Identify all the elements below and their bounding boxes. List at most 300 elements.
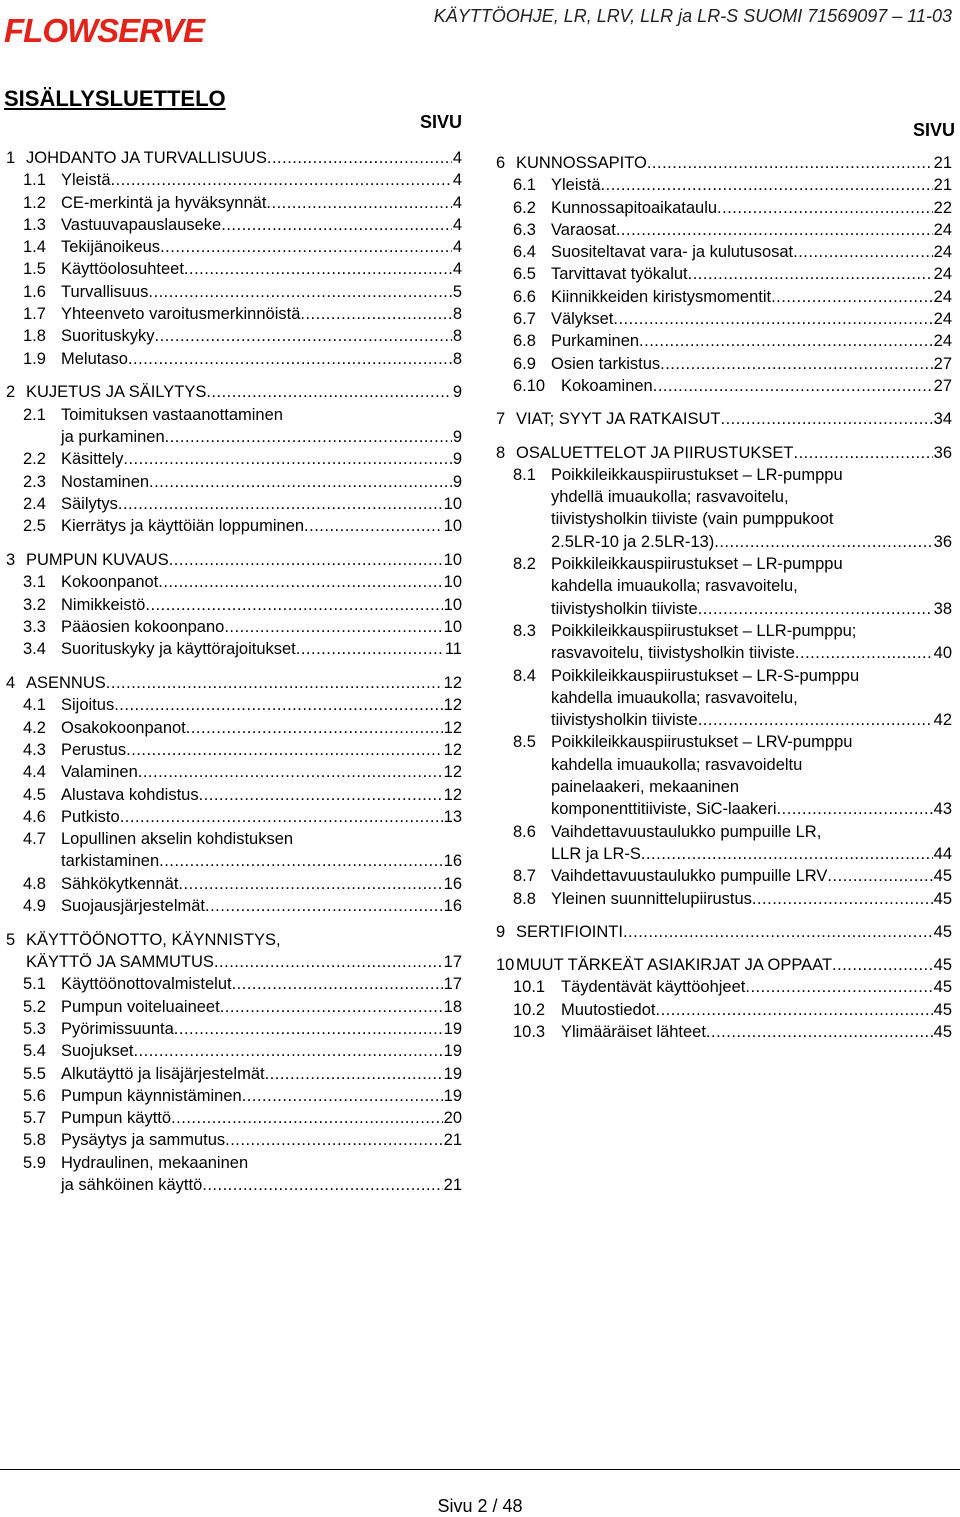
toc-entry-title: Suojausjärjestelmät <box>61 897 205 915</box>
toc-entry-number: 1.5 <box>23 260 46 279</box>
toc-section-entry[interactable] <box>6 147 462 169</box>
toc-leader-dots <box>169 549 443 571</box>
toc-leader-dots <box>639 330 933 352</box>
toc-leader-dots <box>698 709 933 731</box>
toc-subsection-entry[interactable] <box>6 1174 462 1196</box>
toc-subsection-entry[interactable] <box>496 197 952 219</box>
toc-entry-title: KÄYTTÖ JA SAMMUTUS <box>26 953 214 972</box>
toc-leader-dots <box>641 843 933 865</box>
toc-leader-dots <box>149 471 452 493</box>
toc-leader-dots <box>186 717 443 739</box>
toc-entry-title: Säilytys <box>61 494 118 513</box>
toc-entry-number: 1.9 <box>23 349 46 368</box>
toc-page-number: 9 <box>452 450 462 469</box>
toc-leader-dots <box>148 281 451 303</box>
toc-entry-number: 1.8 <box>23 327 46 346</box>
toc-page-number: 4 <box>452 238 462 257</box>
toc-leader-dots <box>623 921 933 943</box>
toc-entry-number: 8.5 <box>513 733 536 752</box>
toc-entry-title: Lopullinen akselin kohdistuksen <box>61 830 294 849</box>
toc-subsection-entry[interactable] <box>6 761 462 783</box>
flowserve-logo <box>4 6 205 49</box>
toc-gap <box>496 431 952 442</box>
toc-section-entry[interactable] <box>6 549 462 571</box>
toc-page-number: 10 <box>443 517 462 536</box>
toc-subsection-entry[interactable] <box>6 784 462 806</box>
toc-page-number: 17 <box>443 975 462 994</box>
toc-subsection-entry[interactable] <box>6 973 462 995</box>
toc-subsection-entry[interactable] <box>496 598 952 620</box>
toc-subsection-entry[interactable] <box>6 717 462 739</box>
toc-page-number: 19 <box>443 1064 462 1083</box>
toc-leader-dots <box>174 1018 443 1040</box>
toc-gap <box>6 538 462 550</box>
toc-subsection-entry[interactable] <box>6 1129 462 1151</box>
toc-entry-title: Yleinen suunnittelupiirustus <box>551 889 752 908</box>
toc-entry-title: Vaihdettavuustaulukko pumpuille LRV <box>551 867 828 886</box>
toc-entry-number: 5.8 <box>23 1131 46 1150</box>
toc-subsection-entry[interactable] <box>6 448 462 470</box>
toc-subsection-entry[interactable] <box>496 508 952 530</box>
toc-entry-number: 4.4 <box>23 763 46 782</box>
toc-page-number: 27 <box>933 376 952 395</box>
toc-leader-dots <box>827 865 932 887</box>
toc-leader-dots <box>232 973 443 995</box>
toc-page-number: 9 <box>452 472 462 491</box>
toc-entry-number: 1.7 <box>23 305 46 324</box>
toc-leader-dots <box>138 761 443 783</box>
toc-entry-title: MUUT TÄRKEÄT ASIAKIRJAT JA OPPAAT <box>516 956 833 975</box>
toc-subsection-entry[interactable] <box>6 281 462 303</box>
toc-entry-number: 3.3 <box>23 617 46 636</box>
toc-leader-dots <box>613 308 932 330</box>
toc-page-number: 40 <box>933 644 952 663</box>
toc-subsection-entry[interactable] <box>496 330 952 352</box>
toc-page-number: 10 <box>443 494 462 513</box>
toc-entry-number: 3.2 <box>23 595 46 614</box>
toc-subsection-entry[interactable] <box>6 873 462 895</box>
toc-entry-title: Poikkileikkauspiirustukset – LR-pumppu <box>551 555 843 574</box>
toc-entry-title: Turvallisuus <box>61 282 149 301</box>
toc-subsection-entry[interactable] <box>496 1021 952 1043</box>
toc-page-number: 24 <box>933 243 952 262</box>
toc-entry-number: 8.3 <box>513 621 536 640</box>
toc-page-number: 10 <box>443 617 462 636</box>
toc-subsection-entry[interactable] <box>496 575 952 597</box>
toc-subsection-entry[interactable] <box>6 850 462 872</box>
toc-section-entry[interactable] <box>6 672 462 694</box>
toc-entry-title: Melutaso <box>61 349 128 368</box>
toc-entry-title: Sijoitus <box>61 696 115 715</box>
toc-entry-title: Suorituskyky ja käyttörajoitukset <box>61 640 296 659</box>
toc-entry-title: Osien tarkistus <box>551 354 661 373</box>
toc-page-number: 17 <box>443 953 462 972</box>
toc-entry-number: 1.4 <box>23 238 46 257</box>
toc-section-entry[interactable] <box>6 951 462 973</box>
toc-entry-number: 6.5 <box>513 265 536 284</box>
toc-page-number: 38 <box>933 599 952 618</box>
toc-subsection-entry[interactable] <box>496 464 952 486</box>
toc-page-number: 8 <box>452 349 462 368</box>
toc-entry-title: Täydentävät käyttöohjeet <box>561 978 746 997</box>
toc-entry-title: Osakokoonpanot <box>61 718 186 737</box>
toc-entry-number: 1.1 <box>23 171 46 190</box>
toc-page-number: 45 <box>933 1000 952 1019</box>
toc-leader-dots <box>120 806 443 828</box>
page-column-label-right: SIVU <box>913 120 956 140</box>
toc-entry-number: 5.9 <box>23 1153 46 1172</box>
toc-subsection-entry[interactable] <box>6 996 462 1018</box>
toc-subsection-entry[interactable] <box>6 214 462 236</box>
toc-entry-title: Käsittely <box>61 450 124 469</box>
toc-subsection-entry[interactable] <box>6 571 462 593</box>
toc-leader-dots <box>158 571 442 593</box>
toc-entry-title: Tarvittavat työkalut <box>551 265 688 284</box>
toc-page-number: 10 <box>443 595 462 614</box>
toc-subsection-entry[interactable] <box>6 806 462 828</box>
toc-page-number: 43 <box>933 800 952 819</box>
toc-page-number: 12 <box>443 674 462 693</box>
toc-subsection-entry[interactable] <box>496 620 952 642</box>
toc-leader-dots <box>178 873 442 895</box>
toc-entry-title: tarkistaminen <box>61 852 160 871</box>
toc-entry-title: Vastuuvapauslauseke <box>61 215 222 234</box>
toc-subsection-entry[interactable] <box>496 976 952 998</box>
toc-subsection-entry[interactable] <box>496 553 952 575</box>
toc-subsection-entry[interactable] <box>6 1085 462 1107</box>
toc-entry-title: Poikkileikkauspiirustukset – LR-S-pumppu <box>551 666 860 685</box>
toc-subsection-entry[interactable] <box>496 754 952 776</box>
toc-leader-dots <box>165 426 452 448</box>
toc-entry-number: 1.6 <box>23 282 46 301</box>
toc-entry-number: 4.7 <box>23 830 46 849</box>
toc-leader-dots <box>265 1063 443 1085</box>
toc-subsection-entry[interactable] <box>6 1040 462 1062</box>
toc-page-number: 12 <box>443 718 462 737</box>
toc-page-number: 21 <box>443 1131 462 1150</box>
toc-entry-title: Pumpun käynnistäminen <box>61 1086 242 1105</box>
toc-subsection-entry[interactable] <box>6 426 462 448</box>
toc-entry-number: 5.7 <box>23 1109 46 1128</box>
toc-leader-dots <box>118 493 443 515</box>
toc-leader-dots <box>752 888 933 910</box>
toc-subsection-entry[interactable] <box>496 353 952 375</box>
toc-leader-dots <box>225 1129 443 1151</box>
toc-page-number: 13 <box>443 807 462 826</box>
toc-page-number: 9 <box>452 383 462 402</box>
toc-page-number: 21 <box>933 176 952 195</box>
toc-entry-number: 2 <box>6 383 16 402</box>
toc-page-number: 4 <box>452 193 462 212</box>
toc-section-entry[interactable] <box>496 921 952 943</box>
toc-entry-number: 3.1 <box>23 573 46 592</box>
toc-entry-number: 3.4 <box>23 640 46 659</box>
toc-page-number: 24 <box>933 265 952 284</box>
toc-subsection-entry[interactable] <box>6 348 462 370</box>
toc-entry-number: 5.6 <box>23 1086 46 1105</box>
toc-subsection-entry[interactable] <box>6 594 462 616</box>
toc-entry-number: 10.1 <box>513 978 546 997</box>
toc-entry-number: 5 <box>6 930 16 949</box>
toc-entry-number: 6.4 <box>513 243 536 262</box>
toc-entry-title: Yhteenveto varoitusmerkinnöistä <box>61 305 301 324</box>
toc-subsection-entry[interactable] <box>6 258 462 280</box>
toc-entry-title: Käyttöönottovalmistelut <box>61 975 232 994</box>
toc-leader-dots <box>653 375 933 397</box>
toc-subsection-entry[interactable] <box>6 694 462 716</box>
toc-section-entry[interactable] <box>6 381 462 403</box>
toc-entry-title: Hydraulinen, mekaaninen <box>61 1153 249 1172</box>
toc-subsection-entry[interactable] <box>496 375 952 397</box>
toc-entry-number: 2.1 <box>23 405 46 424</box>
toc-page-number: 10 <box>443 551 462 570</box>
toc-page-number: 10 <box>443 573 462 592</box>
toc-subsection-entry[interactable] <box>496 731 952 753</box>
toc-entry-number: 7 <box>496 410 506 429</box>
toc-leader-dots <box>133 1040 442 1062</box>
toc-leader-dots <box>793 241 933 263</box>
toc-subsection-entry[interactable] <box>6 325 462 347</box>
toc-list-right <box>496 152 952 1043</box>
page-number: Sivu 2 / 48 <box>437 1496 523 1516</box>
toc-subsection-entry[interactable] <box>6 828 462 850</box>
toc-leader-dots <box>123 448 451 470</box>
toc-subsection-entry[interactable] <box>496 219 952 241</box>
toc-entry-title: tiivistysholkin tiiviste <box>551 711 698 730</box>
toc-entry-number: 10.2 <box>513 1000 546 1019</box>
toc-leader-dots <box>601 174 933 196</box>
toc-page-number: 16 <box>443 897 462 915</box>
toc-section-entry[interactable] <box>496 152 952 174</box>
toc-entry-title: KUJETUS JA SÄILYTYS <box>26 383 207 402</box>
toc-entry-number: 8 <box>496 443 506 462</box>
toc-page-number: 24 <box>933 310 952 329</box>
toc-entry-number: 8.1 <box>513 465 536 484</box>
toc-subsection-entry[interactable] <box>6 739 462 761</box>
toc-gap <box>6 917 462 929</box>
toc-list-left <box>6 147 462 1196</box>
toc-entry-number: 6.8 <box>513 332 536 351</box>
toc-entry-title: Kokoonpanot <box>61 573 159 592</box>
toc-leader-dots <box>647 152 933 174</box>
toc-page-number: 18 <box>443 997 462 1016</box>
toc-page-number: 45 <box>933 922 952 941</box>
toc-entry-number: 8.4 <box>513 666 536 685</box>
toc-entry-number: 1 <box>6 149 16 167</box>
toc-subsection-entry[interactable] <box>496 888 952 910</box>
toc-page-number: 24 <box>933 332 952 351</box>
toc-right-column <box>496 152 952 1043</box>
toc-entry-number: 8.6 <box>513 822 536 841</box>
toc-page-number: 12 <box>443 696 462 715</box>
toc-entry-title: Kierrätys ja käyttöiän loppuminen <box>61 517 305 536</box>
toc-entry-number: 6.6 <box>513 287 536 306</box>
toc-entry-title: Alustava kohdistus <box>61 785 199 804</box>
toc-entry-title: Ylimääräiset lähteet <box>561 1022 706 1041</box>
toc-entry-number: 9 <box>496 922 506 941</box>
toc-subsection-entry[interactable] <box>496 687 952 709</box>
toc-subsection-entry[interactable] <box>496 308 952 330</box>
toc-entry-title: CE-merkintä ja hyväksynnät <box>61 193 267 212</box>
toc-page-number: 36 <box>933 443 952 462</box>
toc-subsection-entry[interactable] <box>496 241 952 263</box>
toc-entry-title: SERTIFIOINTI <box>516 922 623 941</box>
toc-page-number: 45 <box>933 1022 952 1041</box>
toc-subsection-entry[interactable] <box>496 174 952 196</box>
toc-leader-dots <box>106 672 443 694</box>
toc-entry-number: 4.5 <box>23 785 46 804</box>
toc-subsection-entry[interactable] <box>6 493 462 515</box>
toc-subsection-entry[interactable] <box>496 776 952 798</box>
toc-subsection-entry[interactable] <box>496 709 952 731</box>
toc-entry-number: 2.2 <box>23 450 46 469</box>
toc-subsection-entry[interactable] <box>496 486 952 508</box>
toc-left-column <box>6 147 462 1196</box>
toc-subsection-entry[interactable] <box>496 531 952 553</box>
toc-entry-title: PUMPUN KUVAUS <box>26 551 169 570</box>
toc-leader-dots <box>205 895 443 917</box>
toc-leader-dots <box>745 976 932 998</box>
toc-entry-title: Pumpun käyttö <box>61 1109 172 1128</box>
toc-entry-title: VIAT; SYYT JA RATKAISUT <box>516 410 721 429</box>
toc-leader-dots <box>111 169 452 191</box>
toc-page-number: 36 <box>933 532 952 551</box>
toc-page-number: 45 <box>933 956 952 975</box>
toc-subsection-entry[interactable] <box>6 895 462 917</box>
toc-subsection-entry[interactable] <box>496 999 952 1021</box>
toc-subsection-entry[interactable] <box>496 843 952 865</box>
toc-leader-dots <box>202 1174 442 1196</box>
toc-leader-dots <box>616 219 933 241</box>
toc-entry-title: Käyttöolosuhteet <box>61 260 184 279</box>
toc-leader-dots <box>126 739 443 761</box>
toc-leader-dots <box>777 798 933 820</box>
toc-subsection-entry[interactable] <box>496 821 952 843</box>
toc-leader-dots <box>242 1085 443 1107</box>
toc-subsection-entry[interactable] <box>6 616 462 638</box>
toc-page-number: 24 <box>933 287 952 306</box>
toc-page-number: 22 <box>933 198 952 217</box>
toc-leader-dots <box>160 236 452 258</box>
toc-entry-title: ASENNUS <box>26 674 106 693</box>
toc-leader-dots <box>655 999 932 1021</box>
toc-entry-title: Yleistä <box>61 171 111 190</box>
toc-leader-dots <box>720 408 932 430</box>
toc-page-number: 16 <box>443 874 462 893</box>
toc-page-number: 20 <box>443 1109 462 1128</box>
toc-entry-number: 6.9 <box>513 354 536 373</box>
toc-entry-title: Yleistä <box>551 176 601 195</box>
toc-subsection-entry[interactable] <box>6 471 462 493</box>
toc-entry-number: 10 <box>496 956 515 975</box>
toc-entry-title: Perustus <box>61 740 127 759</box>
toc-entry-title: LLR ja LR-S <box>551 844 641 863</box>
toc-entry-number: 6.1 <box>513 176 536 195</box>
toc-entry-title: Pysäytys ja sammutus <box>61 1131 226 1150</box>
toc-leader-dots <box>660 353 933 375</box>
toc-entry-title: tiivistysholkin tiiviste <box>551 599 698 618</box>
toc-section-entry[interactable] <box>496 442 952 464</box>
toc-page-number: 34 <box>933 410 952 429</box>
toc-entry-title: kahdella imuaukolla; rasvavoideltu <box>551 755 803 774</box>
toc-entry-number: 4.9 <box>23 897 46 915</box>
toc-page-number: 4 <box>452 215 462 234</box>
toc-leader-dots <box>171 1107 443 1129</box>
toc-page-number: 21 <box>933 154 952 172</box>
toc-subsection-entry[interactable] <box>496 286 952 308</box>
toc-entry-number: 4 <box>6 674 16 693</box>
toc-entry-number: 2.5 <box>23 517 46 536</box>
toc-subsection-entry[interactable] <box>6 236 462 258</box>
toc-subsection-entry[interactable] <box>6 638 462 660</box>
toc-entry-title: Purkaminen <box>551 332 640 351</box>
toc-entry-number: 4.3 <box>23 740 46 759</box>
toc-entry-number: 5.3 <box>23 1019 46 1038</box>
toc-page-number: 21 <box>443 1176 462 1195</box>
toc-gap <box>496 943 952 954</box>
toc-page-number: 8 <box>452 305 462 324</box>
toc-leader-dots <box>214 951 443 973</box>
toc-subsection-entry[interactable] <box>496 865 952 887</box>
toc-leader-dots <box>145 594 442 616</box>
toc-subsection-entry[interactable] <box>6 1107 462 1129</box>
toc-entry-title: Pääosien kokoonpano <box>61 617 225 636</box>
toc-entry-number: 4.6 <box>23 807 46 826</box>
toc-entry-title: ja sähköinen käyttö <box>61 1176 203 1195</box>
toc-subsection-entry[interactable] <box>6 1018 462 1040</box>
toc-subsection-entry[interactable] <box>496 665 952 687</box>
toc-entry-title: KUNNOSSAPITO <box>516 154 647 172</box>
toc-entry-number: 1.2 <box>23 193 46 212</box>
toc-subsection-entry[interactable] <box>6 515 462 537</box>
toc-gap <box>496 910 952 921</box>
toc-leader-dots <box>794 442 933 464</box>
toc-subsection-entry[interactable] <box>6 404 462 426</box>
toc-subsection-entry[interactable] <box>496 798 952 820</box>
toc-subsection-entry[interactable] <box>6 1063 462 1085</box>
toc-entry-title: Kunnossapitoaikataulu <box>551 198 718 217</box>
toc-section-entry[interactable] <box>496 408 952 430</box>
toc-leader-dots <box>220 996 443 1018</box>
toc-leader-dots <box>688 263 933 285</box>
toc-subsection-entry[interactable] <box>496 263 952 285</box>
page-title: SISÄLLYSLUETTELO <box>4 86 226 111</box>
toc-entry-number: 2.4 <box>23 494 46 513</box>
toc-entry-title: 2.5LR-10 ja 2.5LR-13) <box>551 532 715 551</box>
toc-subsection-entry[interactable] <box>6 1152 462 1174</box>
toc-leader-dots <box>159 850 443 872</box>
toc-subsection-entry[interactable] <box>496 642 952 664</box>
toc-section-entry[interactable] <box>6 929 462 951</box>
toc-entry-number: 4.1 <box>23 696 46 715</box>
toc-page-number: 45 <box>933 889 952 908</box>
toc-section-entry[interactable] <box>496 954 952 976</box>
toc-subsection-entry[interactable] <box>6 192 462 214</box>
toc-page-number: 8 <box>452 327 462 346</box>
toc-entry-title: painelaakeri, mekaaninen <box>551 778 740 797</box>
toc-entry-number: 3 <box>6 551 16 570</box>
toc-entry-title: Suositeltavat vara- ja kulutusosat <box>551 243 794 262</box>
toc-entry-title: Poikkileikkauspiirustukset – LRV-pumppu <box>551 733 853 752</box>
toc-entry-title: Kokoaminen <box>561 376 653 395</box>
toc-entry-number: 5.4 <box>23 1042 46 1061</box>
toc-subsection-entry[interactable] <box>6 169 462 191</box>
toc-entry-title: Poikkileikkauspiirustukset – LR-pumppu <box>551 465 843 484</box>
toc-entry-number: 6.2 <box>513 198 536 217</box>
toc-leader-dots <box>114 694 442 716</box>
toc-leader-dots <box>832 954 933 976</box>
toc-subsection-entry[interactable] <box>6 303 462 325</box>
